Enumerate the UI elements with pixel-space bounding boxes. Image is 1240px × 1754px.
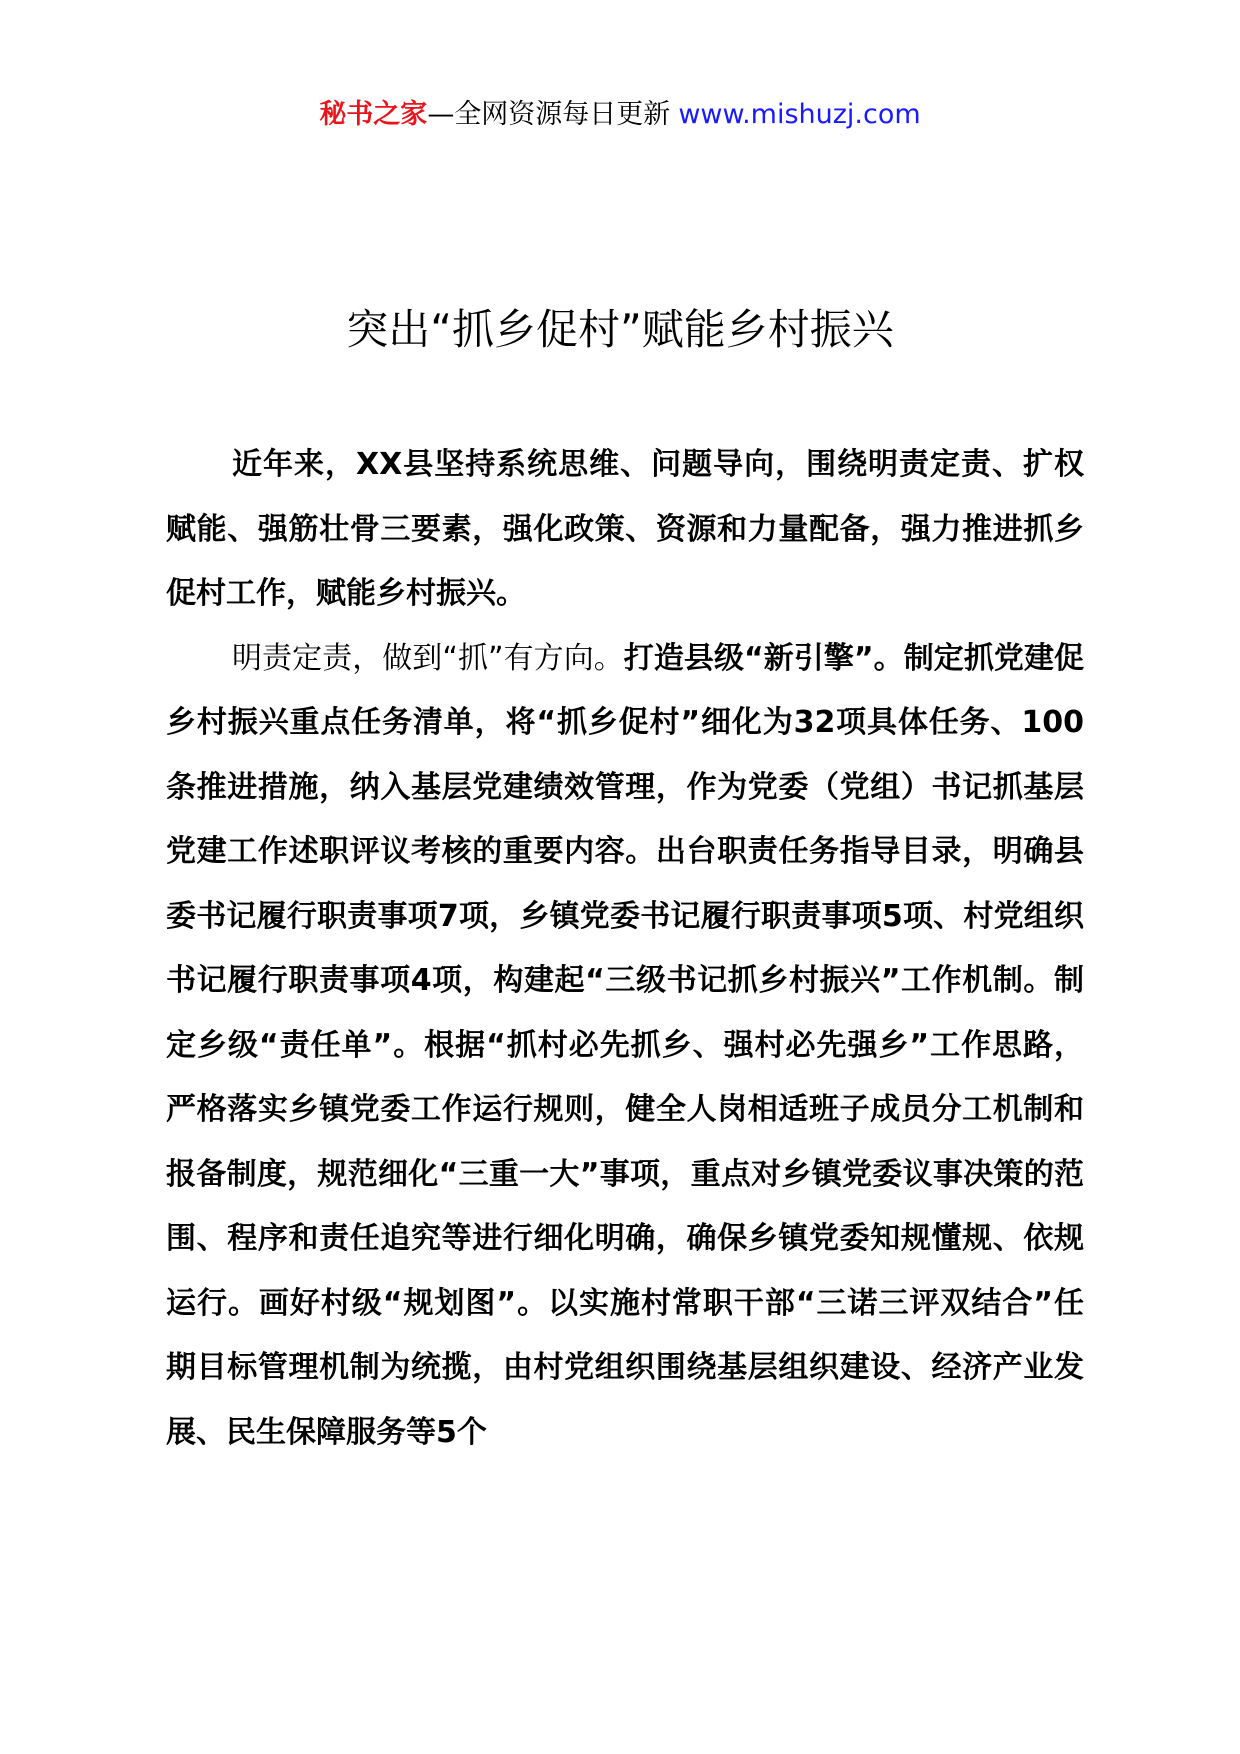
site-slogan: —全网资源每日更新 xyxy=(427,99,671,130)
site-url-link[interactable]: www.mishuzj.com xyxy=(678,99,921,130)
paragraph-body: 打造县级“新引擎”。制定抓党建促乡村振兴重点任务清单，将“抓乡促村”细化为32项具体任务、100条推进措施，纳入基层党建绩效管理，作为党委（党组）书记抓基层党建工作述职评议考核的重要内容。出台职责任务指导目录，明确县委书记履行职责事项7项，乡镇党委书记履行职责事项5项、村党组织书记履行职责事项4项，构建起“三级书记抓乡村振兴”工作机制。制定乡级“责任单”。根据“抓村必先抓乡、强村必先强乡”工作思路，严格落实乡镇党委工作运行规则，健全人岗相适班子成员分工机制和报备制度，规范细化“三重一大”事项，重点对乡镇党委议事决策的范围、程序和责任追究等进行细化明确，确保乡镇党委知规懂规、依规运行。画好村级“规划图”。以实施村常职干部“三诺三评双结合”任期目标管理机制为统揽，由村党组织围绕基层组织建设、经济产业发展、民生保障服务等5个 xyxy=(166,640,1084,1450)
paragraph-intro: 近年来，XX县坚持系统思维、问题导向，围绕明责定责、扩权赋能、强筋壮骨三要素，强化政策、资源和力量配备，强力推进抓乡促村工作，赋能乡村振兴。 xyxy=(166,447,1084,611)
paragraph-responsibility xyxy=(166,627,1084,1466)
site-brand: 秘书之家 xyxy=(319,99,428,130)
paragraph-lead: 明责定责，做到“抓”有方向。 xyxy=(232,640,624,676)
document-body xyxy=(166,433,1084,1465)
document-title: 突出“抓乡促村”赋能乡村振兴 xyxy=(346,305,894,354)
site-header xyxy=(0,98,1240,132)
